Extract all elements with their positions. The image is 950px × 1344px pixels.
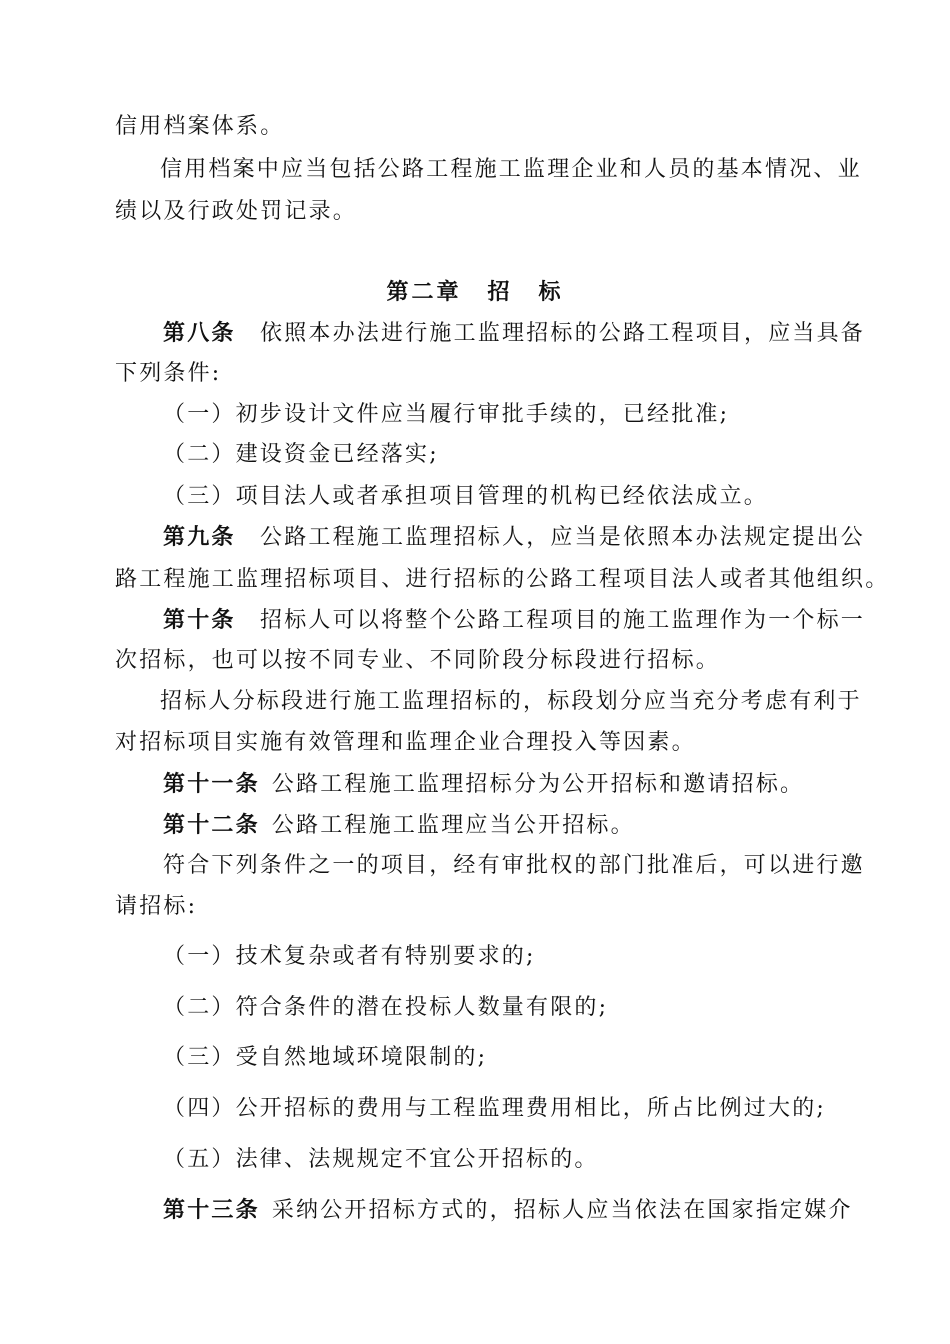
paragraph-text: （二）建设资金已经落实; xyxy=(163,442,439,467)
paragraph-line xyxy=(115,892,197,922)
paragraph-line xyxy=(163,851,865,881)
chapter-number: 第二章 xyxy=(386,279,462,305)
paragraph-text: 路工程施工监理招标项目、进行招标的公路工程项目法人或者其他组织。 xyxy=(115,567,890,592)
article-line xyxy=(163,605,865,636)
article-number: 第十二条 xyxy=(163,812,260,838)
paragraph-text: 公路工程施工监理招标人，应当是依照本办法规定提出公 xyxy=(260,525,866,550)
paragraph-text: 公路工程施工监理应当公开招标。 xyxy=(271,813,635,838)
paragraph-text: 招标人可以将整个公路工程项目的施工监理作为一个标一 xyxy=(260,608,866,633)
article-number: 第十条 xyxy=(163,607,236,633)
article-line xyxy=(163,810,635,841)
paragraph-text: （一）技术复杂或者有特别要求的; xyxy=(163,944,536,969)
paragraph-text: 下列条件: xyxy=(115,361,222,386)
paragraph-text: 公路工程施工监理招标分为公开招标和邀请招标。 xyxy=(271,772,805,797)
paragraph-text: 依照本办法进行施工监理招标的公路工程项目，应当具备 xyxy=(260,321,866,346)
paragraph-line xyxy=(115,112,284,142)
paragraph-line xyxy=(115,565,889,595)
article-number: 第十一条 xyxy=(163,771,260,797)
list-item xyxy=(163,993,608,1023)
chapter-title-char: 招 xyxy=(487,279,513,305)
paragraph-line xyxy=(115,728,696,758)
article-number: 第八条 xyxy=(163,320,236,346)
paragraph-line xyxy=(115,197,357,227)
paragraph-line xyxy=(160,687,862,717)
paragraph-text: （一）初步设计文件应当履行审批手续的，已经批准; xyxy=(163,402,730,427)
paragraph-text: （五）法律、法规规定不宜公开招标的。 xyxy=(163,1147,599,1172)
article-number: 第九条 xyxy=(163,524,236,550)
paragraph-text: 符合下列条件之一的项目，经有审批权的部门批准后，可以进行邀 xyxy=(163,853,865,878)
paragraph-text: （三）受自然地域环境限制的; xyxy=(163,1045,488,1070)
chapter-heading xyxy=(0,277,950,307)
paragraph-text: 招标人分标段进行施工监理招标的，标段划分应当充分考虑有利于 xyxy=(160,689,862,714)
article-number: 第十三条 xyxy=(163,1197,260,1223)
chapter-title-char: 标 xyxy=(538,279,564,305)
paragraph-text: 信用档案中应当包括公路工程施工监理企业和人员的基本情况、业 xyxy=(160,157,862,182)
paragraph-line xyxy=(115,359,221,389)
paragraph-text: 采纳公开招标方式的，招标人应当依法在国家指定媒介 xyxy=(271,1198,853,1223)
paragraph-text: 信用档案体系。 xyxy=(115,114,285,139)
article-line xyxy=(163,318,865,349)
article-line xyxy=(163,1195,853,1226)
paragraph-text: （四）公开招标的费用与工程监理费用相比，所占比例过大的; xyxy=(163,1096,827,1121)
article-line xyxy=(163,522,865,553)
paragraph-text: 对招标项目实施有效管理和监理企业合理投入等因素。 xyxy=(115,730,696,755)
paragraph-text: 绩以及行政处罚记录。 xyxy=(115,199,358,224)
list-item xyxy=(163,440,439,470)
paragraph-line xyxy=(160,155,862,185)
article-line xyxy=(163,769,804,800)
list-item xyxy=(163,482,768,512)
paragraph-text: （二）符合条件的潜在投标人数量有限的; xyxy=(163,995,609,1020)
list-item xyxy=(163,942,536,972)
paragraph-text: 次招标，也可以按不同专业、不同阶段分标段进行招标。 xyxy=(115,648,721,673)
paragraph-text: （三）项目法人或者承担项目管理的机构已经依法成立。 xyxy=(163,484,769,509)
paragraph-text: 请招标: xyxy=(115,894,198,919)
list-item xyxy=(163,1094,826,1124)
list-item xyxy=(163,400,729,430)
list-item xyxy=(163,1145,599,1175)
paragraph-line xyxy=(115,646,720,676)
list-item xyxy=(163,1043,487,1073)
